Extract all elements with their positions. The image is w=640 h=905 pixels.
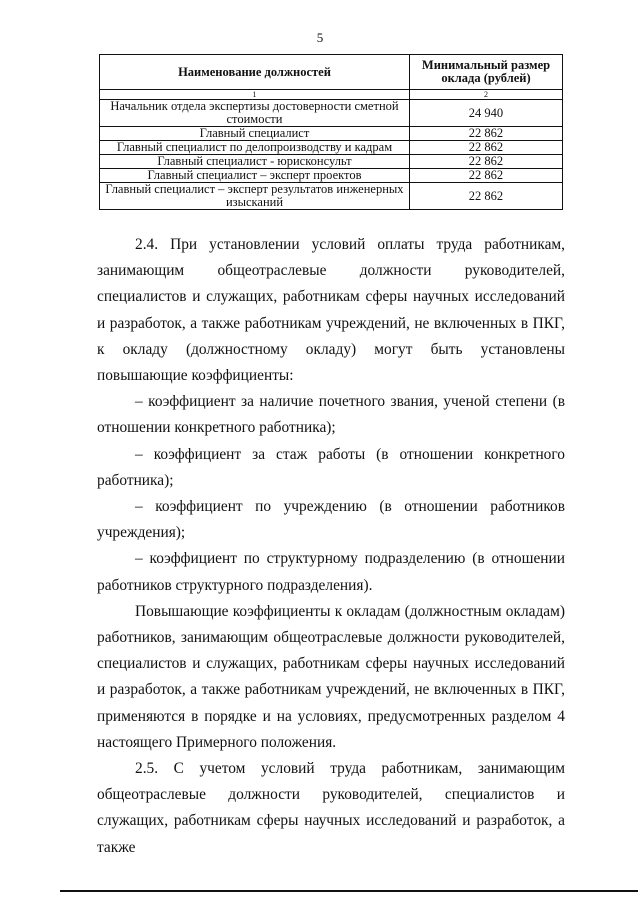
footer-rule bbox=[60, 890, 638, 892]
salary-cell: 22 862 bbox=[409, 183, 562, 210]
position-cell: Главный специалист – эксперт результатов инженерных изысканий bbox=[100, 183, 410, 210]
header-salary: Минимальный размер оклада (рублей) bbox=[409, 55, 562, 90]
header-position: Наименование должностей bbox=[100, 55, 410, 90]
page-number: 5 bbox=[316, 30, 324, 45]
paragraph-2-5: 2.5. С учетом условий труда работникам, занимающим общеотраслевые должности руководителей, специалистов и служащих, работникам сферы научных исследований и разработок, а также bbox=[97, 760, 565, 856]
position-cell: Главный специалист bbox=[100, 127, 410, 141]
list-item: – коэффициент по учреждению (в отношении работников учреждения); bbox=[97, 498, 565, 542]
document-body bbox=[97, 232, 565, 861]
paragraph-2-4: 2.4. При установлении условий оплаты труда работникам, занимающим общеотраслевые должности руководителей, специалистов и служащих, работникам сферы научных исследований и разработок, а также работникам учреждений, не включенных в ПКГ, к окладу (должностному окладу) могут быть установлены повышающие коэффициенты: bbox=[97, 236, 565, 385]
table-row bbox=[100, 141, 563, 155]
list-item: – коэффициент за наличие почетного звания, ученой степени (в отношении конкретного работника); bbox=[97, 393, 565, 437]
column-number-1: 1 bbox=[100, 90, 410, 100]
position-cell: Главный специалист по делопроизводству и кадрам bbox=[100, 141, 410, 155]
table-row bbox=[100, 127, 563, 141]
column-number-2: 2 bbox=[409, 90, 562, 100]
salary-cell: 24 940 bbox=[409, 100, 562, 127]
table-row bbox=[100, 169, 563, 183]
position-cell: Главный специалист – эксперт проектов bbox=[100, 169, 410, 183]
position-cell: Главный специалист - юрисконсульт bbox=[100, 155, 410, 169]
salary-cell: 22 862 bbox=[409, 127, 562, 141]
table-header-row bbox=[100, 55, 563, 90]
list-item: – коэффициент по структурному подразделению (в отношении работников структурного подразделения). bbox=[97, 550, 565, 594]
table-column-numbers bbox=[100, 90, 563, 100]
paragraph-coefficients: Повышающие коэффициенты к окладам (должностным окладам) работников, занимающим общеотраслевые должности руководителей, специалистов и служащих, работникам сферы научных исследований и разработок, а также работникам учреждений, не включенных в ПКГ, применяются в порядке и на условиях, предусмотренных разделом 4 настоящего Примерного положения. bbox=[97, 602, 565, 751]
salary-cell: 22 862 bbox=[409, 169, 562, 183]
salary-table bbox=[99, 54, 563, 210]
table-row bbox=[100, 183, 563, 210]
table-row bbox=[100, 100, 563, 127]
table-row bbox=[100, 155, 563, 169]
position-cell: Начальник отдела экспертизы достоверности сметной стоимости bbox=[100, 100, 410, 127]
list-item: – коэффициент за стаж работы (в отношении конкретного работника); bbox=[97, 445, 565, 489]
salary-cell: 22 862 bbox=[409, 155, 562, 169]
salary-cell: 22 862 bbox=[409, 141, 562, 155]
